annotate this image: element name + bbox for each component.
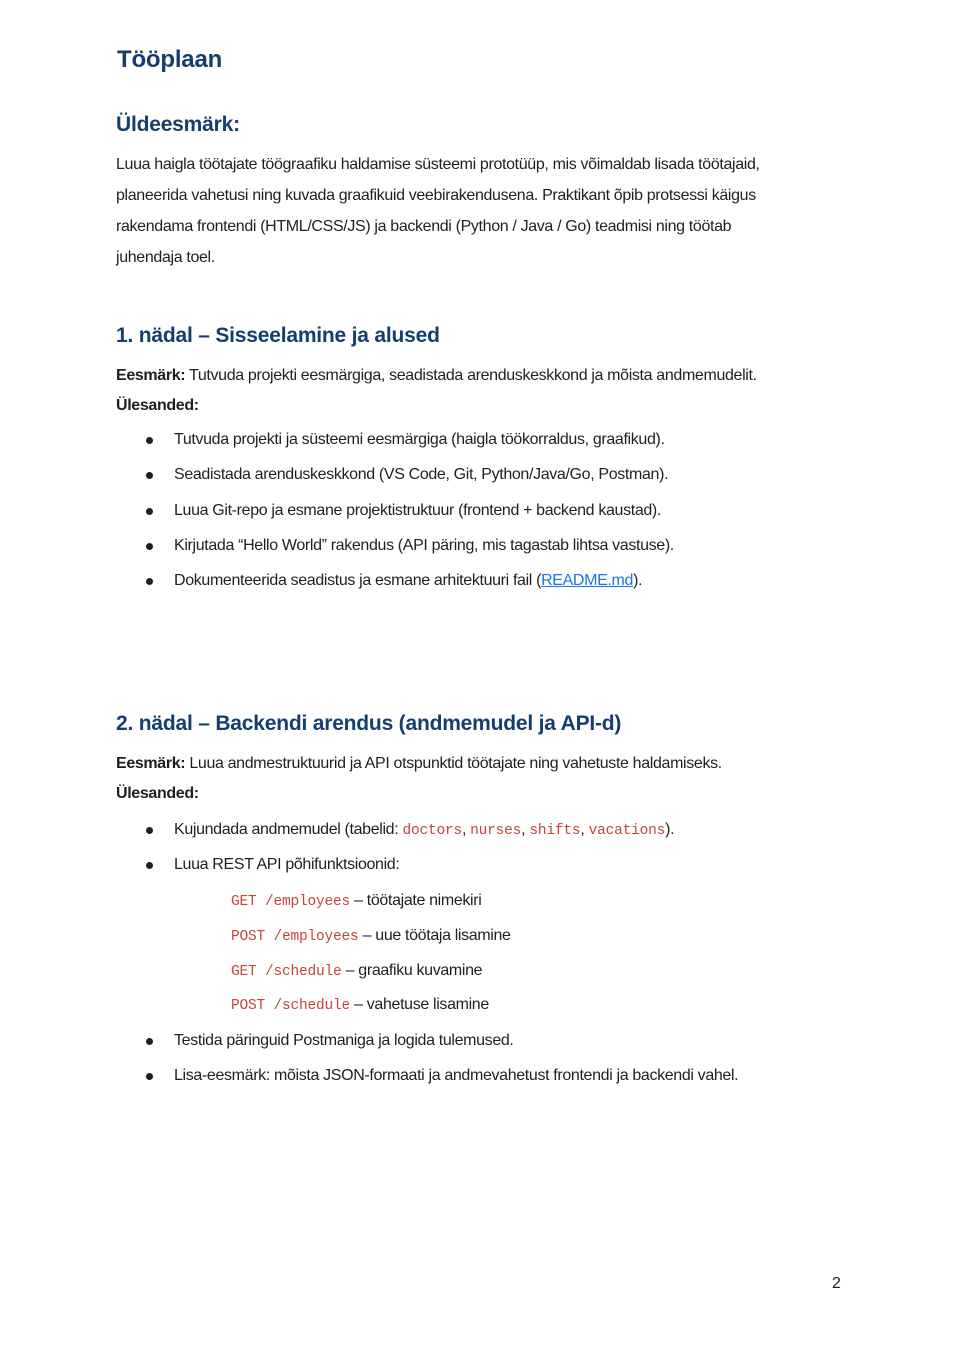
overview-line: planeerida vahetusi ning kuvada graafikuid veebirakendusena. Praktikant õpib protsessi käigus [116, 187, 756, 204]
week2-tasks-label [116, 783, 199, 805]
bullet-icon [146, 437, 153, 444]
overview-heading: Üldeesmärk: [116, 113, 240, 136]
list-item-text: Luua Git-repo ja esmane projektistruktuur (frontend + backend kaustad). [174, 502, 661, 519]
list-item-text: Kirjutada “Hello World” rakendus (API päring, mis tagastab lihtsa vastuse). [174, 537, 674, 554]
week1-tasks-label [116, 395, 199, 417]
bullet-icon [146, 1073, 153, 1080]
overview-line: rakendama frontendi (HTML/CSS/JS) ja backendi (Python / Java / Go) teadmisi ning töötab [116, 218, 732, 235]
task1-after: ). [665, 821, 675, 838]
endpoint-item [231, 890, 481, 913]
page-title: Tööplaan [117, 46, 223, 73]
page-number: 2 [832, 1275, 841, 1292]
table-name: nurses [470, 823, 522, 839]
endpoint-path: /employees [273, 929, 359, 945]
list-item-text: Seadistada arenduskeskkond (VS Code, Git, Python/Java/Go, Postman). [174, 466, 669, 483]
list-item-text: Testida päringuid Postmaniga ja logida tulemused. [174, 1032, 514, 1049]
endpoint-path: /schedule [265, 964, 342, 980]
task5-before: Dokumenteerida seadistus ja esmane arhitektuuri fail ( [174, 572, 542, 589]
week2-heading: 2. nädal – Backendi arendus (andmemudel ja API-d) [116, 712, 622, 735]
endpoint-path: /schedule [273, 998, 351, 1014]
bullet-icon [146, 472, 153, 479]
endpoint-desc: – graafiku kuvamine [341, 962, 483, 979]
overview-paragraph [116, 149, 846, 273]
bullet-icon [146, 827, 153, 834]
list-item-text [174, 570, 642, 592]
table-name: vacations [588, 823, 666, 839]
endpoint-item [231, 925, 511, 948]
overview-line: juhendaja toel. [116, 249, 215, 266]
week1-goal [116, 365, 757, 387]
week2-tasks-label-text: Ülesanded: [116, 785, 199, 802]
bullet-icon [146, 543, 153, 550]
week2-goal-text: Luua andmestruktuurid ja API otspunktid töötajate ning vahetuste haldamiseks. [185, 755, 722, 772]
bullet-icon [146, 862, 153, 869]
endpoint-method: POST [231, 929, 266, 945]
table-name: doctors [402, 823, 462, 839]
task1-before: Kujundada andmemudel (tabelid: [174, 821, 403, 838]
endpoint-item [231, 960, 482, 983]
endpoint-path: /employees [265, 894, 351, 910]
endpoint-method: GET [231, 964, 257, 980]
week2-goal-label: Eesmärk: [116, 755, 186, 772]
endpoint-desc: – töötajate nimekiri [350, 892, 482, 909]
bullet-icon [146, 578, 153, 585]
week2-goal [116, 753, 722, 775]
week1-heading: 1. nädal – Sisseelamine ja alused [116, 324, 440, 347]
list-item-text: Lisa-eesmärk: mõista JSON-formaati ja andmevahetust frontendi ja backendi vahel. [174, 1067, 739, 1084]
table-name: shifts [529, 823, 581, 839]
week1-tasks-label-text: Ülesanded: [116, 397, 199, 414]
bullet-icon [146, 1038, 153, 1045]
endpoint-desc: – uue töötaja lisamine [358, 927, 511, 944]
list-item-text: Luua REST API põhifunktsioonid: [174, 856, 400, 873]
readme-link[interactable]: README.md [541, 572, 634, 589]
endpoint-item [231, 994, 489, 1017]
endpoint-desc: – vahetuse lisamine [350, 996, 489, 1013]
task5-after: ). [633, 572, 643, 589]
bullet-icon [146, 508, 153, 515]
overview-line: Luua haigla töötajate töögraafiku haldamise süsteemi prototüüp, mis võimaldab lisada töötajaid, [116, 156, 760, 173]
list-item-text: Kujundada andmemudel (tabelid: doctors, nurses, shifts, vacations). [174, 821, 675, 839]
list-item-text: Tutvuda projekti ja süsteemi eesmärgiga (haigla töökorraldus, graafikud). [174, 431, 665, 448]
week1-goal-text: Tutvuda projekti eesmärgiga, seadistada arenduskeskkond ja mõista andmemudelit. [185, 367, 757, 384]
endpoint-method: POST [231, 998, 266, 1014]
week1-goal-label: Eesmärk: [116, 367, 186, 384]
endpoint-method: GET [231, 894, 257, 910]
